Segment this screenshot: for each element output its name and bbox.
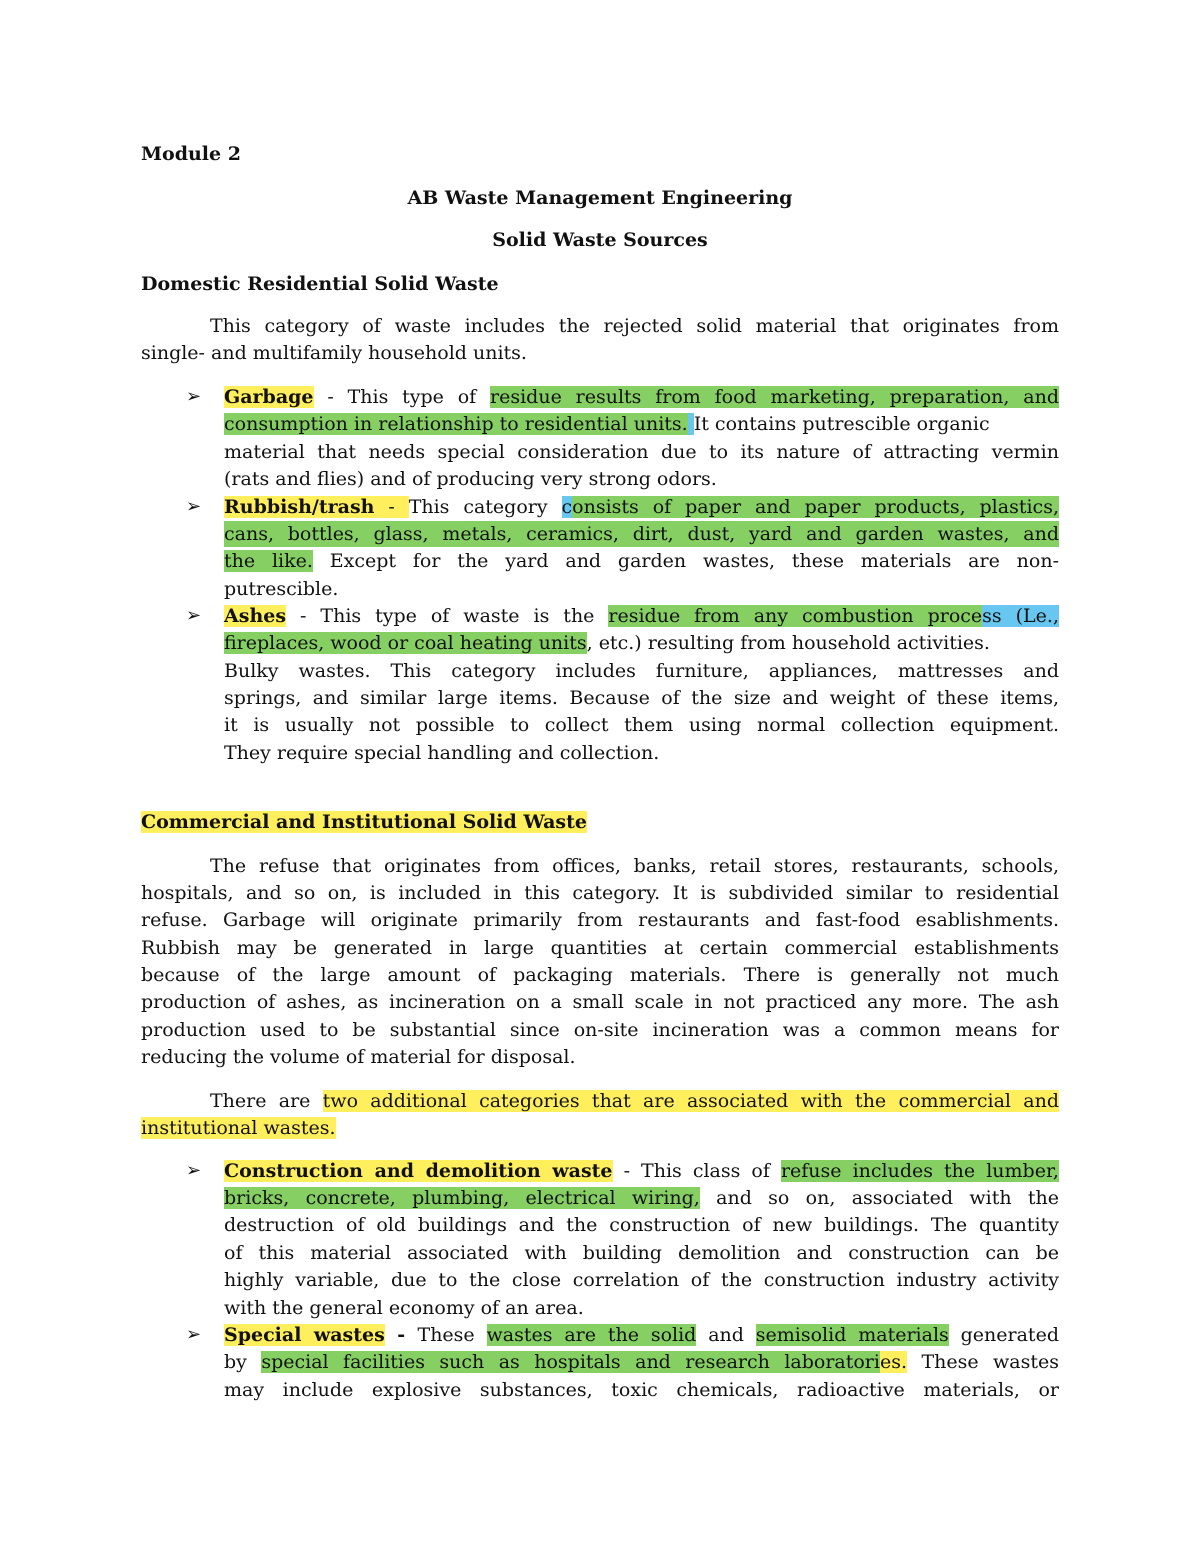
- special-dash: -: [384, 1324, 418, 1346]
- construction-line-5: highly variable, due to the close correlation of the construction industry activity: [224, 1269, 1059, 1291]
- arrow-bullet-icon: ➢: [186, 496, 202, 517]
- ashes-cyan-mark: ss (Le.,: [982, 605, 1059, 627]
- ashes-line-4: springs, and similar large items. Because of the size and weight of these items,: [224, 687, 1059, 709]
- special-highlight-2: special facilities such as hospitals and research laboratori: [261, 1351, 880, 1373]
- commercial-heading: [141, 809, 587, 835]
- commercial-heading-text: Commercial and Institutional Solid Waste: [141, 811, 587, 833]
- construction-text-2: and so on, associated with the: [699, 1187, 1059, 1209]
- garbage-term: Garbage: [224, 386, 314, 408]
- commercial-p2-highlight: two additional categories that are associated with the commercial and: [322, 1090, 1059, 1112]
- domestic-intro-line-1: This category of waste includes the rejected solid material that originates from: [210, 315, 1059, 337]
- construction-line-1: [224, 1158, 1059, 1184]
- special-yellow-mark: es.: [879, 1351, 908, 1373]
- rubbish-text-3: Except for the yard and garden wastes, these materials are non-: [312, 550, 1059, 572]
- construction-highlight: refuse includes the lumber,: [780, 1160, 1059, 1182]
- ashes-term: Ashes: [224, 605, 287, 627]
- special-text-c: generated: [948, 1324, 1059, 1346]
- ashes-text-2: , etc.) resulting from household activities.: [586, 632, 990, 654]
- construction-text-b: f: [762, 1160, 781, 1182]
- rubbish-line-4: putrescible.: [224, 578, 339, 600]
- rubbish-highlight-3: the like.: [224, 550, 313, 572]
- construction-line-4: of this material associated with building demolition and construction can be: [224, 1242, 1059, 1264]
- commercial-p1-line-6: production of ashes, as incineration on a small scale in not practiced any more. The ash: [141, 991, 1059, 1013]
- ashes-highlight: residue from any combustion proce: [608, 605, 983, 627]
- commercial-p1-line-3: refuse. Garbage will originate primarily from restaurants and fast-food esablishments.: [141, 909, 1059, 931]
- arrow-bullet-icon: ➢: [186, 386, 202, 407]
- rubbish-line-2: [224, 521, 1059, 547]
- rubbish-dash: -: [374, 496, 409, 518]
- commercial-p2-text: There are: [210, 1090, 323, 1112]
- arrow-bullet-icon: ➢: [186, 605, 202, 626]
- construction-highlight-2: bricks, concrete, plumbing, electrical wiring,: [224, 1187, 700, 1209]
- special-term: Special wastes: [224, 1324, 385, 1346]
- rubbish-line-3: [224, 548, 1059, 574]
- garbage-line-2: [224, 411, 1059, 437]
- construction-term: Construction and demolition waste: [224, 1160, 613, 1182]
- special-highlight: wastes are the solid: [486, 1324, 697, 1346]
- special-text-2b: These wastes: [907, 1351, 1059, 1373]
- commercial-p1-line-4: Rubbish may be generated in large quantities at certain commercial establishments: [141, 937, 1059, 959]
- garbage-text: - This type of: [313, 386, 491, 408]
- commercial-p1-line-7: production used to be substantial since on-site incineration was a common means for: [141, 1019, 1059, 1041]
- rubbish-term: Rubbish/trash: [224, 496, 375, 518]
- garbage-line-3: material that needs special consideration due to its nature of attracting vermin: [224, 441, 1059, 463]
- commercial-p1-line-8: reducing the volume of material for disposal.: [141, 1046, 576, 1068]
- rubbish-line-1: [224, 494, 1059, 520]
- construction-line-6: with the general economy of an area.: [224, 1297, 584, 1319]
- ashes-line-6: They require special handling and collection.: [224, 742, 660, 764]
- ashes-highlight-2: fireplaces, wood or coal heating units: [224, 632, 587, 654]
- course-title: AB Waste Management Engineering: [407, 187, 793, 209]
- special-highlight-b: semisolid materials: [755, 1324, 949, 1346]
- ashes-text: - This type of waste is the: [286, 605, 609, 627]
- garbage-highlight-2: consumption in relationship to residential units.: [224, 413, 688, 435]
- ashes-line-3: Bulky wastes. This category includes furniture, appliances, mattresses and: [224, 660, 1059, 682]
- special-text-b: and: [696, 1324, 756, 1346]
- commercial-p2-line-2: [141, 1115, 336, 1141]
- garbage-highlight: residue results from food marketing, preparation, and: [490, 386, 1059, 408]
- rubbish-cyan-mark: c: [561, 496, 573, 518]
- ashes-line-2: [224, 630, 1059, 656]
- special-line-1: [224, 1322, 1059, 1348]
- rubbish-highlight: onsists of paper and paper products, plastics,: [572, 496, 1059, 518]
- topic-title: Solid Waste Sources: [492, 229, 708, 251]
- special-line-2: [224, 1349, 1059, 1375]
- ashes-line-1: [224, 603, 1059, 629]
- rubbish-text: This category: [408, 496, 562, 518]
- arrow-bullet-icon: ➢: [186, 1324, 202, 1345]
- commercial-p1-line-1: The refuse that originates from offices, banks, retail stores, restaurants, schools,: [210, 855, 1059, 877]
- commercial-p1-line-5: because of the large amount of packaging materials. There is generally not much: [141, 964, 1059, 986]
- special-text-2: by: [224, 1351, 262, 1373]
- domestic-intro-line-2: single- and multifamily household units.: [141, 342, 527, 364]
- construction-text: - This class o: [612, 1160, 763, 1182]
- special-line-3: may include explosive substances, toxic chemicals, radioactive materials, or: [224, 1379, 1059, 1401]
- rubbish-highlight-2: cans, bottles, glass, metals, ceramics, dirt, dust, yard and garden wastes, and: [224, 523, 1059, 545]
- commercial-p2-highlight-2: institutional wastes.: [141, 1117, 336, 1139]
- construction-line-3: destruction of old buildings and the construction of new buildings. The quantity: [224, 1214, 1059, 1236]
- commercial-p1-line-2: hospitals, and so on, is included in this category. It is subdivided similar to residential: [141, 882, 1059, 904]
- arrow-bullet-icon: ➢: [186, 1160, 202, 1181]
- commercial-p2-line-1: [210, 1088, 1059, 1114]
- construction-line-2: [224, 1185, 1059, 1211]
- ashes-line-5: it is usually not possible to collect them using normal collection equipment.: [224, 714, 1059, 736]
- garbage-line-1: [224, 384, 1059, 410]
- special-text: These: [417, 1324, 487, 1346]
- garbage-text-2: It contains putrescible organic: [693, 413, 990, 435]
- module-label: Module 2: [141, 143, 241, 165]
- garbage-line-4: (rats and flies) and of producing very strong odors.: [224, 468, 717, 490]
- domestic-heading: Domestic Residential Solid Waste: [141, 273, 499, 295]
